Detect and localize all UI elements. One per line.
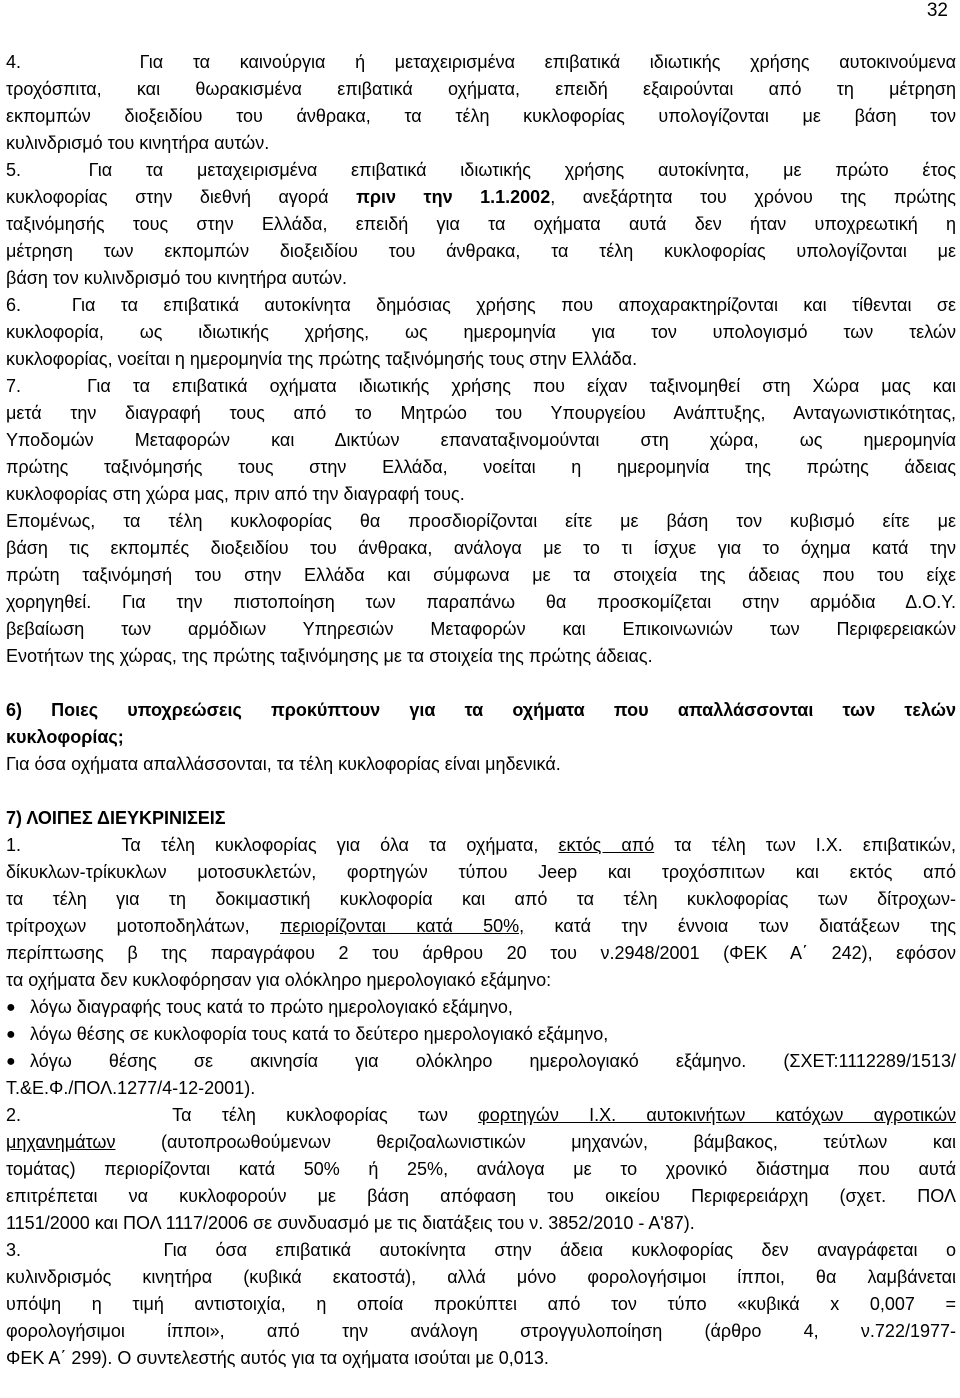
bullet-item (6, 994, 956, 1021)
text-line: υπόψη η τιμή αντιστοιχία, η οποία προκύπτει από τον τύπο «κυβικά x 0,007 = (6, 1294, 956, 1314)
bullet-icon: ● (6, 1053, 16, 1070)
text-span: τα τέλη των Ι.Χ. επιβατικών, (654, 835, 956, 855)
text-line: φορολογήσιμοι ίπποι», από την ανάλογη στρογγυλοποίηση (άρθρο 4, ν.722/1977- (6, 1321, 956, 1341)
text-line: Τ.&Ε.Φ./ΠΟΛ.1277/4-12-2001). (6, 1078, 256, 1098)
text-line: μέτρηση των εκπομπών διοξειδίου του άνθρακα, τα τέλη κυκλοφορίας υπολογίζονται με (6, 241, 956, 261)
item-2 (6, 1102, 956, 1237)
section-heading: 6) Ποιες υποχρεώσεις προκύπτουν για τα οχήματα που απαλλάσσονται των τελών (6, 700, 956, 720)
text-line: πρώτη ταξινόμησή του στην Ελλάδα και σύμφωνα με τα στοιχεία της άδειας που του είχε (6, 565, 956, 585)
text-line (6, 913, 956, 940)
text-line: δίκυκλων-τρίκυκλων μοτοσυκλετών, φορτηγών τύπου Jeep και τροχόσπιτων και εκτός από (6, 862, 956, 882)
bullet-icon: ● (6, 999, 16, 1016)
text-line: Επομένως, τα τέλη κυκλοφορίας θα προσδιορίζονται είτε με βάση τον κυβισμό είτε με (6, 511, 956, 531)
bullet-icon: ● (6, 1026, 16, 1043)
text-line: κυκλοφορία, ως ιδιωτικής χρήσης, ως ημερομηνία για τον υπολογισμό των τελών (6, 322, 956, 342)
text-line: χορηγηθεί. Για την πιστοποίηση των παραπάνω θα προσκομίζεται στην αρμόδια Δ.Ο.Υ. (6, 592, 956, 612)
section-6 (6, 697, 956, 778)
text-line: 1151/2000 και ΠΟΛ 1117/2006 σε συνδυασμό με τις διατάξεις του ν. 3852/2010 - Α'87). (6, 1213, 695, 1233)
text-line (6, 1102, 956, 1129)
spacer (6, 778, 956, 805)
text-line: τομάτας) περιορίζονται κατά 50% ή 25%, ανάλογα με το χρονικό διάστημα που αυτά (6, 1159, 956, 1179)
bullet-item (6, 1048, 956, 1075)
section-heading: κυκλοφορίας; (6, 727, 124, 747)
text-line: 5. Για τα μεταχειρισμένα επιβατικά ιδιωτικής χρήσης αυτοκίνητα, με πρώτο έτος (6, 160, 956, 180)
text-line: Ενοτήτων της χώρας, της πρώτης ταξινόμησης με τα στοιχεία της πρώτης άδειας. (6, 646, 653, 666)
text-line: βάση τον κυλινδρισμό του κινητήρα αυτών. (6, 268, 347, 288)
paragraph-6 (6, 292, 956, 373)
underlined-text: μηχανημάτων (6, 1132, 116, 1152)
text-line: ταξινόμησής τους στην Ελλάδα, επειδή για τα οχήματα αυτά δεν ήταν υποχρεωτική η (6, 214, 956, 234)
text-line: 7. Για τα επιβατικά οχήματα ιδιωτικής χρήσης που είχαν ταξινομηθεί στη Χώρα μας και (6, 376, 956, 396)
text-span: 2. Τα τέλη κυκλοφορίας των (6, 1105, 479, 1125)
spacer (6, 670, 956, 697)
text-line: τα τέλη για τη δοκιμαστική κυκλοφορία και από τα τέλη κυκλοφορίας των δίτροχων- (6, 889, 956, 909)
text-span: κυκλοφορίας στην διεθνή αγορά (6, 187, 357, 207)
bullet-text: λόγω διαγραφής τους κατά το πρώτο ημερολογιακό εξάμηνο, (30, 997, 513, 1017)
text-line: Για όσα οχήματα απαλλάσσονται, τα τέλη κυκλοφορίας είναι μηδενικά. (6, 754, 561, 774)
underlined-text: περιορίζονται κατά 50%, (280, 916, 525, 936)
item-3 (6, 1237, 956, 1372)
text-span: 1. Τα τέλη κυκλοφορίας για όλα τα οχήματα, (6, 835, 559, 855)
text-line: μετά την διαγραφή τους από το Μητρώο του Υπουργείου Ανάπτυξης, Ανταγωνιστικότητας, (6, 403, 956, 423)
text-line: 4. Για τα καινούργια ή μεταχειρισμένα επιβατικά ιδιωτικής χρήσης αυτοκινούμενα (6, 52, 956, 72)
text-line: περίπτωσης β της παραγράφου 2 του άρθρου 20 του ν.2948/2001 (ΦΕΚ Α΄ 242), εφόσον (6, 943, 956, 963)
underlined-text: φορτηγών Ι.Χ. αυτοκινήτων κατόχων αγροτικών (478, 1105, 956, 1125)
text-line: 3. Για όσα επιβατικά αυτοκίνητα στην άδεια κυκλοφορίας δεν αναγράφεται ο (6, 1240, 956, 1260)
text-line (6, 832, 956, 859)
text-line (6, 1129, 956, 1156)
document-body (6, 49, 956, 1372)
text-line: βεβαίωση των αρμόδιων Υπηρεσιών Μεταφορών και Επικοινωνιών των Περιφερειακών (6, 619, 956, 639)
text-line: 6. Για τα επιβατικά αυτοκίνητα δημόσιας χρήσης που αποχαρακτηρίζονται και τίθενται σε (6, 295, 956, 315)
bullet-text: λόγω θέσης σε ακινησία για ολόκληρο ημερολογιακό εξάμηνο. (ΣΧΕΤ:1112289/1513/ (30, 1051, 956, 1071)
section-7 (6, 805, 956, 1372)
text-line: κυλινδρισμό του κινητήρα αυτών. (6, 133, 270, 153)
text-line: κυκλοφορίας στη χώρα μας, πριν από την διαγραφή τους. (6, 484, 465, 504)
text-line: τα οχήματα δεν κυκλοφόρησαν για ολόκληρο ημερολογιακό εξάμηνο: (6, 970, 552, 990)
paragraph-5 (6, 157, 956, 292)
paragraph-consequently (6, 508, 956, 670)
text-span: τρίτροχων μοτοποδηλάτων, (6, 916, 280, 936)
text-span: κατά την έννοια των διατάξεων της (524, 916, 956, 936)
text-line: κυλινδρισμός κινητήρα (κυβικά εκατοστά), αλλά μόνο φορολογήσιμοι ίπποι, θα λαμβάνεται (6, 1267, 956, 1287)
text-line: πρώτης ταξινόμησής τους στην Ελλάδα, νοείται η ημερομηνία της πρώτης άδειας (6, 457, 956, 477)
text-span: , ανεξάρτητα του χρόνου της πρώτης (550, 187, 956, 207)
text-line: βάση τις εκπομπές διοξειδίου του άνθρακα, ανάλογα με το τι ίσχυε για το όχημα κατά την (6, 538, 956, 558)
text-line: τροχόσπιτα, και θωρακισμένα επιβατικά οχήματα, επειδή εξαιρούνται από τη μέτρηση (6, 79, 956, 99)
underlined-text: εκτός από (558, 835, 655, 855)
text-line (6, 184, 956, 211)
paragraph-4 (6, 49, 956, 157)
item-1 (6, 832, 956, 1102)
section-heading: 7) ΛΟΙΠΕΣ ΔΙΕΥΚΡΙΝΙΣΕΙΣ (6, 808, 226, 828)
text-line: Υποδομών Μεταφορών και Δικτύων επαναταξινομούνται στη χώρα, ως ημερομηνία (6, 430, 956, 450)
page-number: 32 (926, 0, 948, 21)
text-line: εκπομπών διοξειδίου του άνθρακα, τα τέλη κυκλοφορίας υπολογίζονται με βάση τον (6, 106, 956, 126)
bold-date: πριν την 1.1.2002 (356, 187, 551, 207)
text-line: ΦΕΚ Α΄ 299). Ο συντελεστής αυτός για τα οχήματα ισούται με 0,013. (6, 1348, 549, 1368)
text-line: κυκλοφορίας, νοείται η ημερομηνία της πρώτης ταξινόμησής τους στην Ελλάδα. (6, 349, 638, 369)
paragraph-7 (6, 373, 956, 508)
text-span: (αυτοπροωθούμενων θεριζοαλωνιστικών μηχανών, βάμβακος, τεύτλων και (115, 1132, 956, 1152)
text-line: επιτρέπεται να κυκλοφορούν με βάση απόφαση του οικείου Περιφερειάρχη (σχετ. ΠΟΛ (6, 1186, 956, 1206)
bullet-item (6, 1021, 956, 1048)
bullet-text: λόγω θέσης σε κυκλοφορία τους κατά το δεύτερο ημερολογιακό εξάμηνο, (30, 1024, 609, 1044)
